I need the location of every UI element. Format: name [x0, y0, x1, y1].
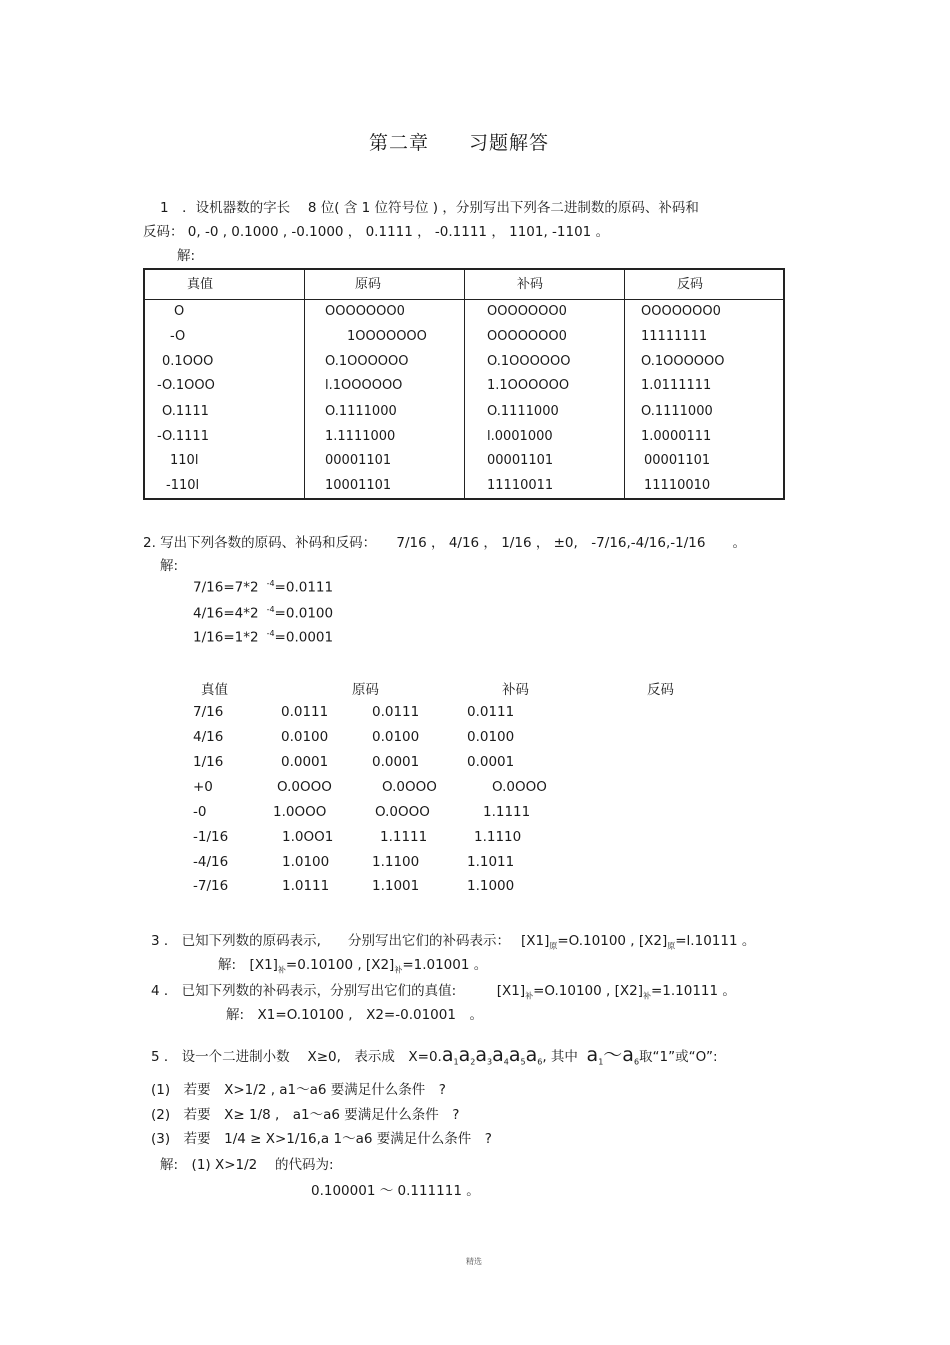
q2-header-true: 真值 [201, 682, 228, 698]
table-cell: 1.1111000 [325, 429, 396, 444]
table-cell: -O.1OOO [157, 378, 215, 393]
q5-item-1: (1) 若要 X>1/2 , a1～a6 要满足什么条件 ? [151, 1082, 446, 1098]
q1-col-complement [465, 300, 624, 495]
q5-a: a [475, 1044, 487, 1066]
table-cell: 1.0100 [282, 854, 330, 870]
q2-line: 2. 写出下列各数的原码、补码和反码： 7/16 ， 4/16 ， 1/16 ， ±0, -7/16,-4/16,-1/16 。 [143, 535, 746, 551]
table-cell: 0.1OOO [162, 354, 214, 369]
q4-sub: 补 [642, 991, 651, 1001]
q4-text: =O.10100 , [X2] [533, 983, 643, 999]
table-cell: 1.1111 [483, 804, 531, 820]
q3-answer [218, 953, 487, 976]
table-cell: 1.1110 [474, 829, 522, 845]
q5-a: a [458, 1044, 471, 1066]
table-cell: OOOOOOO0 [487, 329, 567, 344]
table-cell: 0.0100 [281, 729, 329, 745]
table-cell: OOOOOOO0 [487, 304, 567, 319]
calc-right: =0.0111 [274, 579, 334, 596]
table-cell: O.0OOO [492, 779, 547, 795]
calc-left: 1/16=1*2 [193, 629, 259, 646]
table-cell: O.1111000 [325, 404, 397, 419]
table-cell: -O [170, 329, 186, 344]
q1-col-true [145, 300, 304, 495]
table-cell: 1.0000111 [641, 429, 712, 444]
table-cell: 1.1100 [372, 854, 420, 870]
q4-text: =1.10111 。 [650, 983, 736, 999]
q1-header-true: 真值 [187, 277, 214, 292]
table-cell: 11110011 [487, 478, 554, 493]
q5-sub: 5 [520, 1057, 526, 1067]
q3-text: =O.10100 , [X2] [557, 933, 668, 949]
q5-sub: 6 [537, 1057, 543, 1067]
q5-sub: 4 [503, 1057, 509, 1067]
q3-text: 3 ． 已知下列数的原码表示, 分别写出它们的补码表示： [X1] [151, 933, 550, 949]
q2-answer-label: 解: [160, 558, 179, 574]
q5-a: a [492, 1044, 504, 1066]
table-cell: O.0OOO [382, 779, 437, 795]
q2-header-complement: 补码 [502, 682, 529, 698]
table-cell: 0.0001 [372, 754, 420, 770]
table-cell: 1.0OOO [273, 804, 327, 820]
table-cell: 0.0001 [281, 754, 329, 770]
q3-text: =l.10111 。 [675, 933, 756, 949]
table-cell: O.1OOOOOO [487, 354, 571, 369]
q3-sub: 原 [667, 941, 676, 951]
table-cell: 1.1OOOOOO [487, 378, 570, 393]
q5-sub: 2 [470, 1057, 476, 1067]
q5-line [151, 1040, 718, 1067]
table-cell: 1OOOOOOO [347, 329, 427, 344]
table-cell: 11111111 [641, 329, 708, 344]
q1-answer-label: 解: [177, 248, 196, 264]
calc-left: 4/16=4*2 [193, 605, 259, 622]
calc-right: =0.0100 [274, 605, 334, 622]
q2-header-ones: 反码 [647, 682, 674, 698]
table-cell: 00001101 [644, 453, 711, 468]
table-cell: 1.1111 [380, 829, 428, 845]
q4-text: 4 ． 已知下列数的补码表示，分别写出它们的真值: [X1] [151, 983, 526, 999]
calc-exp: -4 [266, 605, 275, 614]
table-cell: O.1OOOOOO [641, 354, 725, 369]
q5-tilde: ～ [603, 1044, 623, 1066]
table-cell: 0.0111 [467, 704, 515, 720]
q2-calc-line [193, 605, 333, 622]
q5-sub: 1 [598, 1057, 604, 1067]
table-cell: 7/16 [193, 704, 224, 720]
q1-col-ones [625, 300, 783, 495]
q5-sub: 1 [453, 1057, 459, 1067]
table-cell: -0 [193, 804, 207, 820]
q3-sub: 原 [549, 941, 558, 951]
table-cell: l.1OOOOOO [325, 378, 403, 393]
table-cell: 1.1001 [372, 878, 420, 894]
q1-line2: 反码： 0, -0 , 0.1000 , -0.1000 ， 0.1111 ， -0.1111 ， 1101, -1101 。 [143, 224, 610, 240]
table-cell: O.1OOOOOO [325, 354, 409, 369]
q5-item-3: (3) 若要 1/4 ≥ X>1/16,a 1～a6 要满足什么条件 ? [151, 1131, 492, 1147]
table-cell: -110l [166, 478, 200, 493]
table-cell: O.1111000 [641, 404, 713, 419]
q5-text: , 其中 [542, 1049, 578, 1065]
table-cell: 0.0001 [467, 754, 515, 770]
q1-header-original: 原码 [355, 277, 382, 292]
q3-text: =0.10100 , [X2] [285, 957, 395, 973]
q1-col-original [305, 300, 464, 495]
page-title: 第二章 习题解答 [369, 132, 550, 154]
q5-sub: 6 [633, 1057, 640, 1067]
table-cell: OOOOOOO0 [325, 304, 405, 319]
q1-header-ones: 反码 [677, 277, 704, 292]
q5-sub: 3 [487, 1057, 493, 1067]
q5-a: a [525, 1044, 538, 1066]
calc-left: 7/16=7*2 [193, 579, 259, 596]
table-cell: 00001101 [487, 453, 554, 468]
table-cell: O [174, 304, 185, 319]
q3-sub: 补 [394, 965, 403, 975]
q1-table [143, 268, 785, 500]
table-cell: OOOOOOO0 [641, 304, 721, 319]
table-cell: O.0OOO [277, 779, 332, 795]
calc-exp: -4 [266, 629, 275, 638]
table-cell: -1/16 [193, 829, 229, 845]
q2-header-original: 原码 [352, 682, 379, 698]
q5-a: a [622, 1044, 634, 1066]
calc-exp: -4 [266, 579, 275, 588]
table-cell: 1.1011 [467, 854, 515, 870]
footer-label: 精选 [466, 1257, 482, 1266]
q5-a: a [441, 1044, 454, 1066]
table-cell: 1/16 [193, 754, 224, 770]
q3-text: 解: [X1] [218, 957, 278, 973]
table-cell: 4/16 [193, 729, 224, 745]
q5-a: a [586, 1044, 599, 1066]
q5-item-2: (2) 若要 X≥ 1/8 , a1～a6 要满足什么条件 ? [151, 1107, 460, 1123]
q2-calc-line [193, 629, 333, 646]
q2-calc-line [193, 579, 333, 596]
q5-answer-line: 解: (1) X>1/2 的代码为: [160, 1157, 334, 1173]
table-cell: l.0001000 [487, 429, 553, 444]
q1-line1: 1 ．设机器数的字长 8 位( 含 1 位符号位 ) ，分别写出下列各二进制数的原码、补码和 [160, 200, 699, 216]
table-cell: O.0OOO [375, 804, 430, 820]
table-cell: 1.0OO1 [282, 829, 334, 845]
table-cell: O.1111 [162, 404, 209, 419]
table-cell: 0.0111 [281, 704, 329, 720]
table-cell: -4/16 [193, 854, 229, 870]
q5-a: a [508, 1044, 521, 1066]
q5-text: 取“1”或“O”: [639, 1049, 718, 1065]
table-cell: 110l [170, 453, 199, 468]
q5-answer-range: 0.100001 ～ 0.111111 。 [311, 1183, 480, 1199]
table-cell: 10001101 [325, 478, 392, 493]
q4-line [151, 979, 736, 1002]
table-cell: -O.1111 [157, 429, 209, 444]
table-cell: 0.0111 [372, 704, 420, 720]
table-cell: 00001101 [325, 453, 392, 468]
table-cell: +0 [193, 779, 213, 795]
table-cell: 1.1000 [467, 878, 515, 894]
table-cell: 0.0100 [467, 729, 515, 745]
q5-text: 5 ． 设一个二进制小数 X≥0, 表示成 X=0. [151, 1049, 442, 1065]
q3-text: =1.01001 。 [402, 957, 488, 973]
calc-right: =0.0001 [274, 629, 334, 646]
table-cell: 0.0100 [372, 729, 420, 745]
q1-header-complement: 补码 [517, 277, 544, 292]
table-cell: 1.0111 [282, 878, 330, 894]
table-cell: 11110010 [644, 478, 711, 493]
table-cell: -7/16 [193, 878, 229, 894]
table-cell: O.1111000 [487, 404, 559, 419]
table-cell: 1.0111111 [641, 378, 712, 393]
q3-sub: 补 [277, 965, 286, 975]
q4-sub: 补 [525, 991, 534, 1001]
q3-line [151, 929, 755, 952]
q4-answer: 解: X1=O.10100 , X2=-0.01001 。 [226, 1007, 483, 1023]
